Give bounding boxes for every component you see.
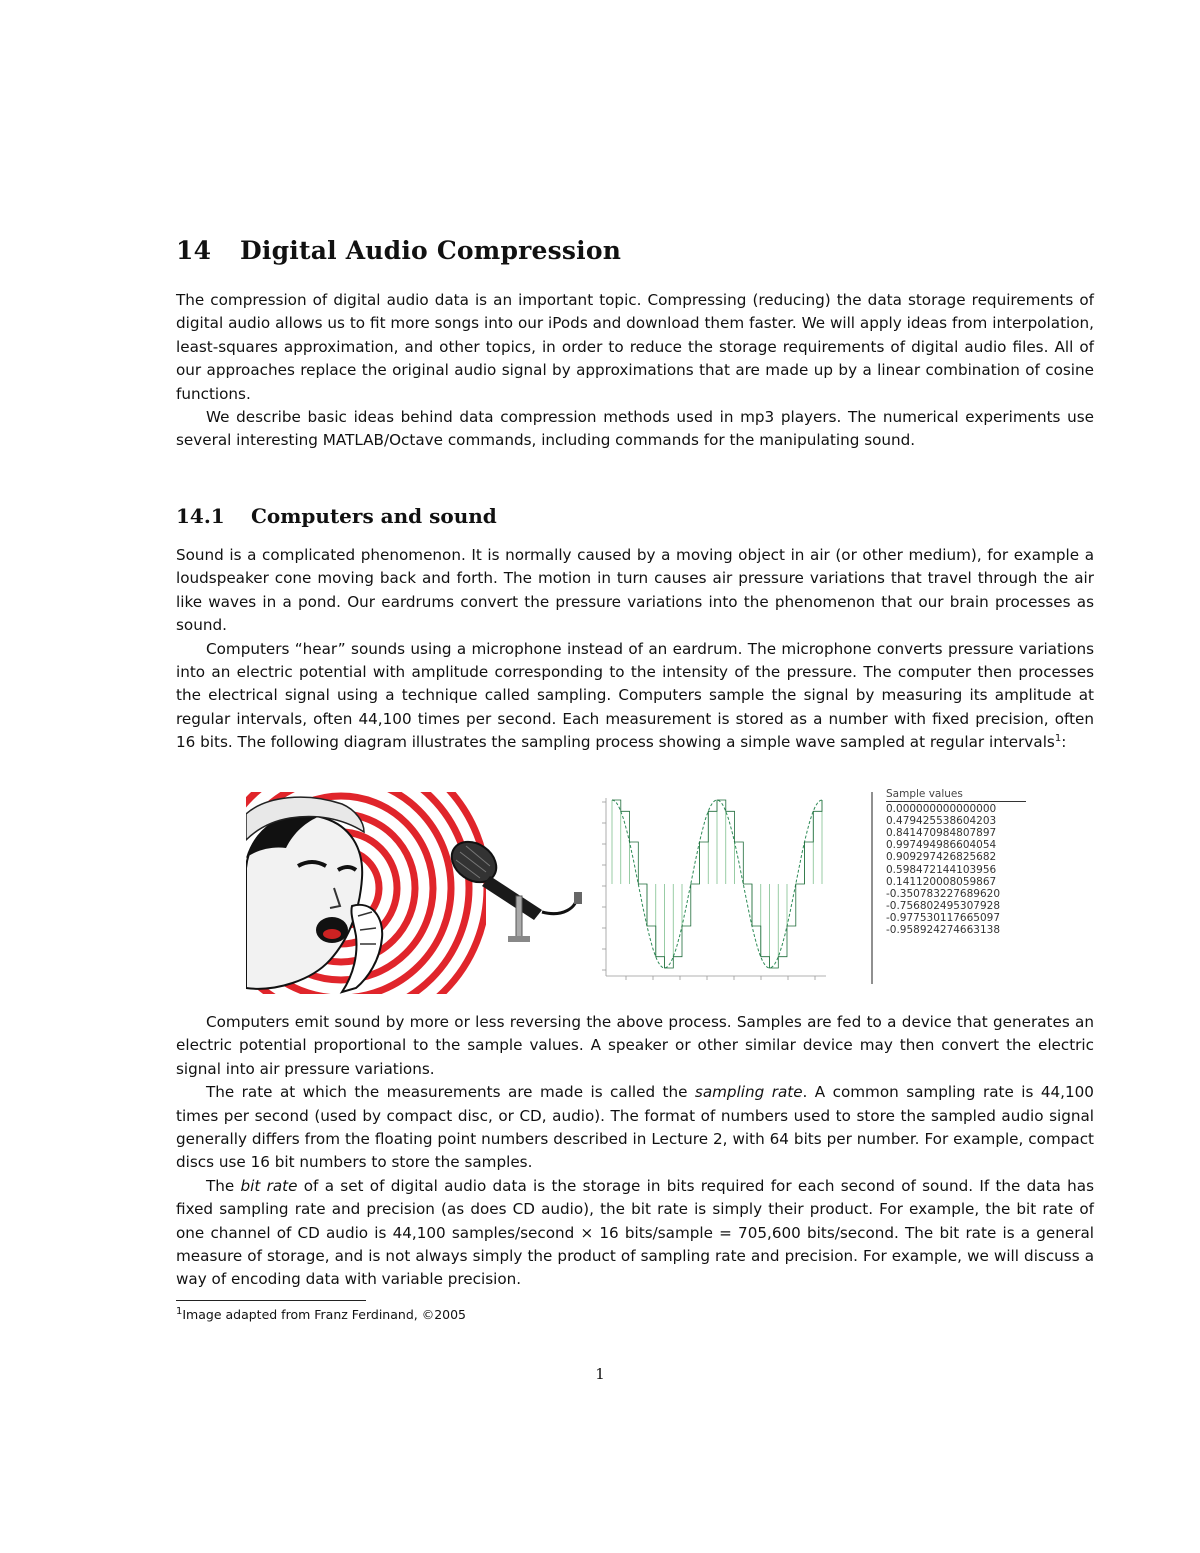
subsection-number: 14.1 [176, 504, 225, 528]
figure-graphic [246, 788, 886, 994]
body-paragraph-2 [176, 638, 1094, 755]
term-sampling-rate: sampling rate [694, 1083, 803, 1102]
body-paragraph-4-b: . A common sampling rate is 44,100 times per second (used by compact disc, or CD, audio). The format of numbers used to store the sampled audio signal generally differs from the floating point numbers described in Lecture 2, with 64 bits per number. For example, compact discs use 16 bit numbers to store the samples. [176, 1083, 1094, 1172]
sample-value: 0.909297426825682 [886, 851, 997, 864]
sample-value: -0.350783227689620 [886, 887, 1001, 900]
sample-values-header: Sample values [886, 788, 1026, 802]
body-paragraph-5 [176, 1175, 1094, 1292]
sample-values-table [886, 788, 1026, 936]
sample-value: -0.958924274663138 [886, 924, 1001, 937]
footnote-mark: 1 [176, 1305, 183, 1317]
body-paragraph-2-end: : [1061, 733, 1067, 752]
sample-value: 0.997494986604054 [886, 839, 997, 852]
section-heading [176, 236, 1094, 265]
sample-value: -0.977530117665097 [886, 911, 1001, 924]
body-paragraph-3: Computers emit sound by more or less reversing the above process. Samples are fed to a device that generates an electric potential proportional to the sample values. A speaker or other similar device may then convert the electric signal into air pressure variations. [176, 1013, 1094, 1078]
intro [176, 289, 1094, 453]
sample-value: 0.598472144103956 [886, 863, 997, 876]
speaker-woman-image [246, 797, 382, 992]
sample-value: 0.000000000000000 [886, 803, 997, 816]
body-bottom [176, 1011, 1094, 1292]
body-paragraph-5-a: The [206, 1176, 241, 1195]
footnote-rule [176, 1300, 366, 1301]
body-top [176, 544, 1094, 755]
body-paragraph-5-b: of a set of digital audio data is the storage in bits required for each second of sound. If the data has fixed sampling rate and precision (as does CD audio), the bit rate is simply their product. For example, the bit rate of one channel of CD audio is 44,100 samples/second × 16 bits/sample = 705,600 bits/second. The bit rate is a general measure of storage, and is not always simply the product of sampling rate and precision. For example, we will discuss a way of encoding data with variable precision. [176, 1176, 1094, 1289]
body-paragraph-2-text: Computers “hear” sounds using a microphone instead of an eardrum. The microphone converts pressure variations into an electric potential with amplitude corresponding to the intensity of the pressure. The computer then processes the electrical signal using a technique called sampling. Computers sample the signal by measuring its amplitude at regular intervals, often 44,100 times per second. Each measurement is stored as a number with fixed precision, often 16 bits. The following diagram illustrates the sampling process showing a simple wave sampled at regular intervals [176, 639, 1094, 752]
subsection-title: Computers and sound [251, 504, 497, 528]
sample-value: 0.141120008059867 [886, 875, 997, 888]
sample-value: -0.756802495307928 [886, 899, 1001, 912]
body-paragraph-4-a: The rate at which the measurements are made is called the [206, 1083, 695, 1102]
section-title: Digital Audio Compression [240, 236, 622, 265]
wave-plot [602, 798, 826, 980]
footnote-text: Image adapted from Franz Ferdinand, ©2005 [182, 1307, 467, 1322]
intro-paragraph-2: We describe basic ideas behind data compression methods used in mp3 players. The numerical experiments use several interesting MATLAB/Octave commands, including commands for the manipulating sound. [176, 408, 1094, 450]
body-paragraph-1: Sound is a complicated phenomenon. It is normally caused by a moving object in air (or other medium), for example a loudspeaker cone moving back and forth. The motion in turn causes air pressure variations that travel through the air like waves in a pond. Our eardrums convert the pressure variations into the phenomenon that our brain processes as sound. [176, 546, 1094, 635]
sample-value: 0.841470984807897 [886, 827, 997, 840]
body-paragraph-4 [176, 1081, 1094, 1175]
intro-paragraph-1: The compression of digital audio data is an important topic. Compressing (reducing) the data storage requirements of digital audio allows us to fit more songs into our iPods and download them faster. We will apply ideas from interpolation, least-squares approximation, and other topics, in order to reduce the storage requirements of digital audio files. All of our approaches replace the original audio signal by approximations that are made up by a linear combination of cosine functions. [176, 291, 1094, 403]
term-bit-rate: bit rate [240, 1176, 298, 1195]
section-number: 14 [176, 236, 212, 265]
footnote [176, 1306, 466, 1324]
page-number: 1 [595, 1365, 605, 1383]
footnote-reference[interactable]: 1 [1054, 733, 1062, 745]
sample-value: 0.479425538604203 [886, 815, 997, 828]
sample-values-list [886, 803, 1026, 936]
subsection-heading [176, 504, 1094, 528]
sampling-figure [246, 788, 1026, 994]
